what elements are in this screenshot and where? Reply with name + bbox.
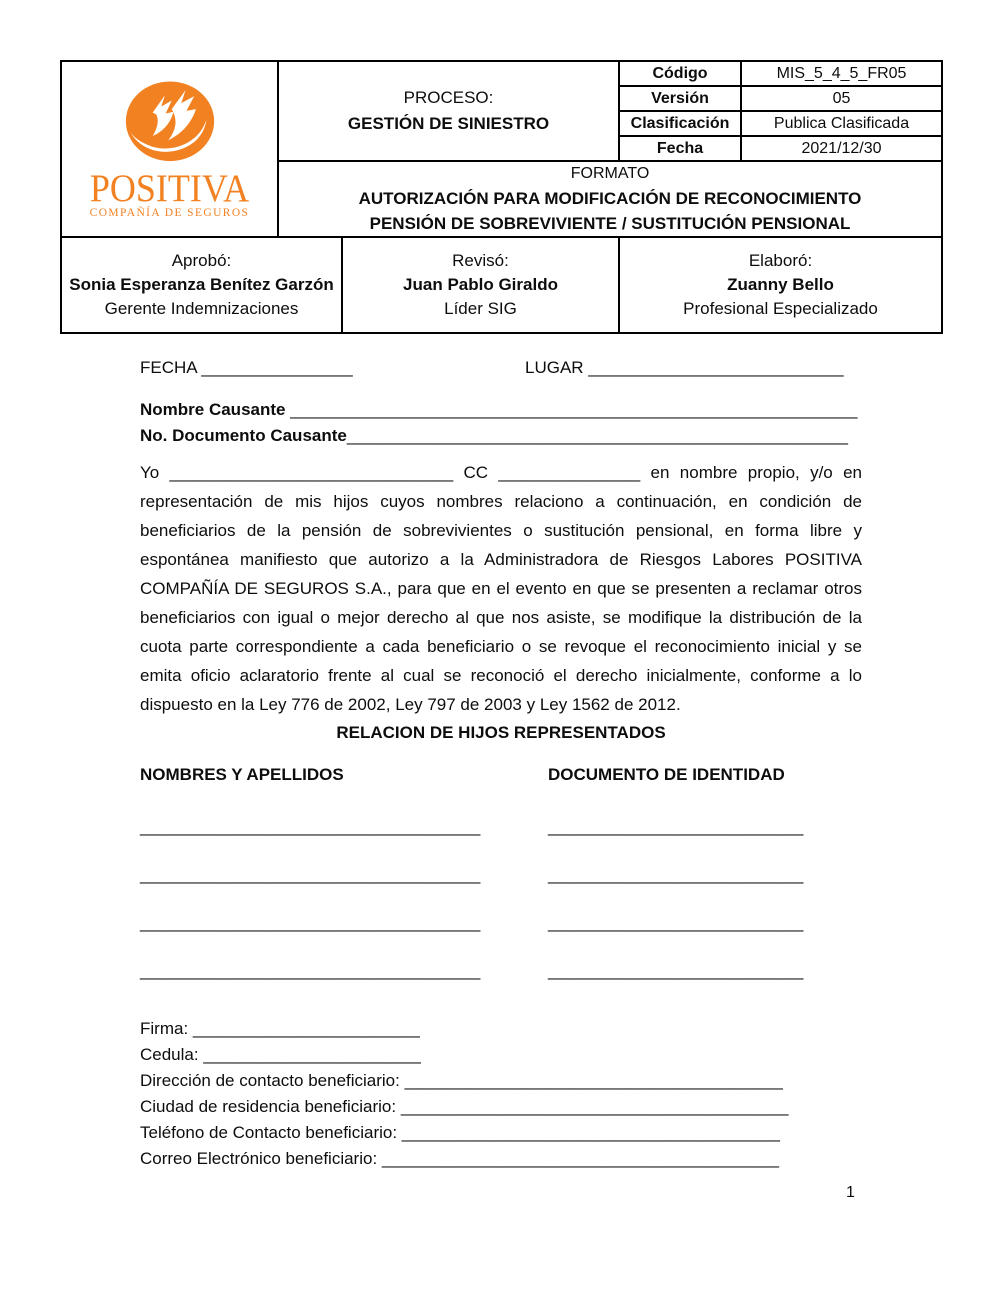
signoff-reviso [342,237,619,333]
documento-causante-label: No. Documento Causante [140,426,347,445]
signoff-title: Profesional Especializado [683,299,878,318]
meta-value-codigo: MIS_5_4_5_FR05 [741,61,942,86]
telefono-blank-field[interactable]: ________________________________________ [401,1123,780,1142]
firma-label: Firma: [140,1019,189,1038]
direccion-blank-field[interactable]: ________________________________________ [404,1071,783,1090]
formato-title-cell [278,161,942,237]
document-title-line1: AUTORIZACIÓN PARA MODIFICACIÓN DE RECONOCIMIENTO [358,189,862,208]
ciudad-blank-field[interactable]: _________________________________________ [400,1097,789,1116]
hijo-nombre-blank-field[interactable]: ____________________________________ [140,817,481,836]
company-logo [66,78,273,220]
beneficiary-contact-block [140,1016,862,1172]
signoff-role: Revisó: [452,251,509,270]
signoff-title: Gerente Indemnizaciones [104,299,299,318]
signoff-role: Elaboró: [748,251,813,270]
fecha-label: FECHA [140,358,197,377]
cedula-label: Cedula: [140,1045,199,1064]
signoff-title: Líder SIG [444,299,517,318]
meta-label-version: Versión [619,86,741,111]
documento-causante-blank-field[interactable]: _____________________________________________________ [346,426,848,445]
documento-causante-line [140,424,862,448]
nombre-causante-label: Nombre Causante [140,400,286,419]
hijos-row [140,815,862,839]
nombre-causante-line [140,398,862,422]
lugar-blank-field[interactable]: ___________________________ [588,358,844,377]
documento-identidad-header: DOCUMENTO DE IDENTIDAD [548,765,785,784]
meta-value-clasificacion: Publica Clasificada [741,111,942,136]
meta-value-fecha: 2021/12/30 [741,136,942,161]
logo-cell [61,61,278,237]
form-body [140,350,862,1172]
hijo-documento-blank-field[interactable]: ___________________________ [548,913,804,932]
meta-label-fecha: Fecha [619,136,741,161]
document-title-line2: PENSIÓN DE SOBREVIVIENTE / SUSTITUCIÓN PENSIONAL [369,214,851,233]
hijos-row [140,863,862,887]
telefono-label: Teléfono de Contacto beneficiario: [140,1123,398,1142]
hijos-row [140,911,862,935]
positiva-bird-logo-icon [118,78,222,168]
logo-tagline-text: COMPAÑÍA DE SEGUROS [89,207,250,219]
contact-line-direccion [140,1068,862,1094]
formato-kicker: FORMATO [570,165,650,182]
signoff-name: Juan Pablo Giraldo [403,275,558,294]
contact-line-telefono [140,1120,862,1146]
signoff-name: Zuanny Bello [727,275,834,294]
authorization-paragraph: Yo ______________________________ CC _______________ en nombre propio, y/o en representación de mis hijos cuyos nombres relaciono a continuación, en condición de beneficiarios de la pensión de sobrevivientes o sustitución pensional, en forma libre y espontánea manifiesto que autorizo a la Administradora de Riesgos Labores POSITIVA COMPAÑÍA DE SEGUROS S.A., para que en el evento en que se presenten a reclamar otros beneficiarios con igual o mejor derecho al que nos asiste, se modifique la distribución de la cuota parte correspondiente a cada beneficiario o se revoque el reconocimiento inicial y se emita oficio aclaratorio frente al cual se reconoció el derecho inicialmente, conforme a lo dispuesto en la Ley 776 de 2002, Ley 797 de 2003 y Ley 1562 de 2012. [140,463,862,714]
hijo-documento-blank-field[interactable]: ___________________________ [548,961,804,980]
hijo-documento-blank-field[interactable]: ___________________________ [548,865,804,884]
correo-blank-field[interactable]: __________________________________________ [381,1149,779,1168]
meta-value-version: 05 [741,86,942,111]
hijo-nombre-blank-field[interactable]: ____________________________________ [140,865,481,884]
signoff-role: Aprobó: [171,251,232,270]
signoff-elaboro [619,237,942,333]
firma-blank-field[interactable]: ________________________ [192,1019,420,1038]
logo-brand-text: POSITIVA [89,166,250,210]
contact-line-ciudad [140,1094,862,1120]
fecha-blank-field[interactable]: ________________ [201,358,353,377]
cedula-blank-field[interactable]: _______________________ [203,1045,421,1064]
lugar-label: LUGAR [525,358,584,377]
page-number: 1 [846,1184,855,1201]
signoff-aprobo [61,237,342,333]
correo-label: Correo Electrónico beneficiario: [140,1149,378,1168]
proceso-cell [278,61,619,161]
contact-line-correo [140,1146,862,1172]
meta-label-codigo: Código [619,61,741,86]
contact-line-cedula [140,1042,862,1068]
ciudad-label: Ciudad de residencia beneficiario: [140,1097,397,1116]
meta-label-clasificacion: Clasificación [619,111,741,136]
relacion-heading: RELACION DE HIJOS REPRESENTADOS [336,723,666,742]
nombres-apellidos-header: NOMBRES Y APELLIDOS [140,765,344,784]
hijo-documento-blank-field[interactable]: ___________________________ [548,817,804,836]
hijo-nombre-blank-field[interactable]: ____________________________________ [140,961,481,980]
fecha-lugar-line [140,356,862,380]
proceso-label: PROCESO: [403,88,494,107]
signoff-name: Sonia Esperanza Benítez Garzón [69,275,334,294]
direccion-label: Dirección de contacto beneficiario: [140,1071,400,1090]
hijos-column-headers [140,763,862,787]
hijos-row [140,959,862,983]
contact-line-firma [140,1016,862,1042]
proceso-name: GESTIÓN DE SINIESTRO [347,114,550,133]
nombre-causante-blank-field[interactable]: ____________________________________________________________ [290,400,858,419]
hijo-nombre-blank-field[interactable]: ____________________________________ [140,913,481,932]
header-table [60,60,943,334]
